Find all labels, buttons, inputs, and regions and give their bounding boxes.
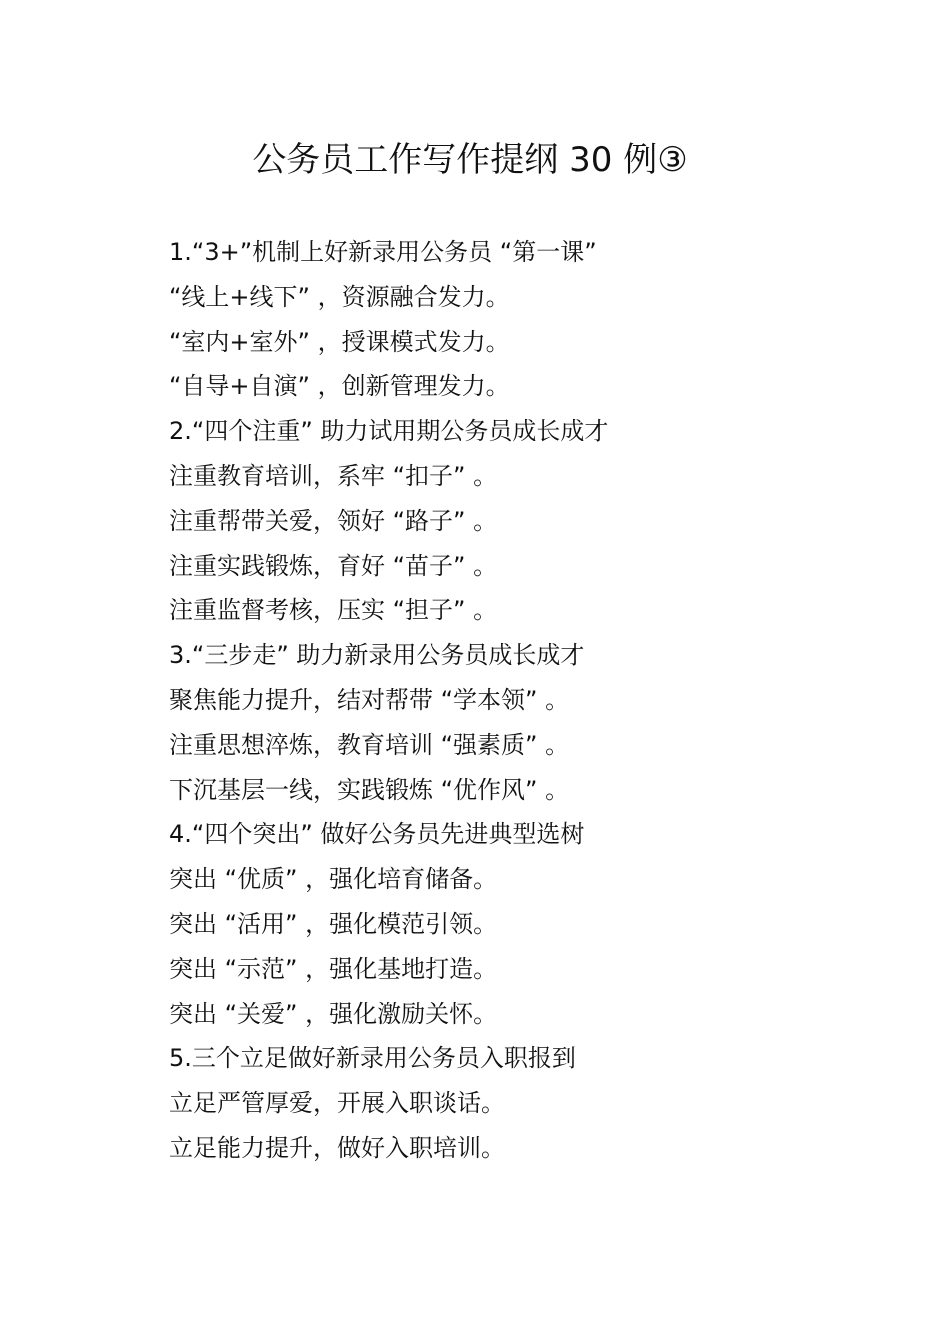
body-line: 注重教育培训，系牢 “扣子” 。 <box>169 461 498 490</box>
body-line: 突出 “活用” ，强化模范引领。 <box>169 909 498 938</box>
body-line: 注重思想淬炼，教育培训 “强素质” 。 <box>169 730 570 759</box>
section-heading-1: 1.“3+”机制上好新录用公务员 “第一课” <box>169 238 597 266</box>
body-line: 立足严管厚爱，开展入职谈话。 <box>169 1089 505 1118</box>
body-line: 聚焦能力提升，结对帮带 “学本领” 。 <box>169 685 570 714</box>
section-heading-2: 2.“四个注重” 助力试用期公务员成长成才 <box>169 417 609 446</box>
body-line: 立足能力提升，做好入职培训。 <box>169 1133 505 1162</box>
body-line: “自导+自演” ，创新管理发力。 <box>169 372 510 401</box>
body-line: “线上+线下” ，资源融合发力。 <box>169 282 510 311</box>
body-line: 突出 “优质” ，强化培育储备。 <box>169 865 498 894</box>
section-heading-4: 4.“四个突出” 做好公务员先进典型选树 <box>169 820 585 849</box>
body-line: 突出 “示范” ，强化基地打造。 <box>169 954 498 983</box>
document-body <box>169 230 889 1171</box>
body-line: 注重监督考核，压实 “担子” 。 <box>169 596 498 625</box>
body-line: “室内+室外” ，授课模式发力。 <box>169 327 510 356</box>
body-line: 注重实践锻炼，育好 “苗子” 。 <box>169 551 498 580</box>
body-line: 突出 “关爱” ，强化激励关怀。 <box>169 999 498 1028</box>
document-title: 公务员工作写作提纲 30 例③ <box>252 140 688 180</box>
section-heading-5: 5.三个立足做好新录用公务员入职报到 <box>169 1044 576 1073</box>
section-heading-3: 3.“三步走” 助力新录用公务员成长成才 <box>169 641 585 670</box>
body-line: 下沉基层一线，实践锻炼 “优作风” 。 <box>169 775 570 804</box>
body-line: 注重帮带关爱，领好 “路子” 。 <box>169 506 498 535</box>
